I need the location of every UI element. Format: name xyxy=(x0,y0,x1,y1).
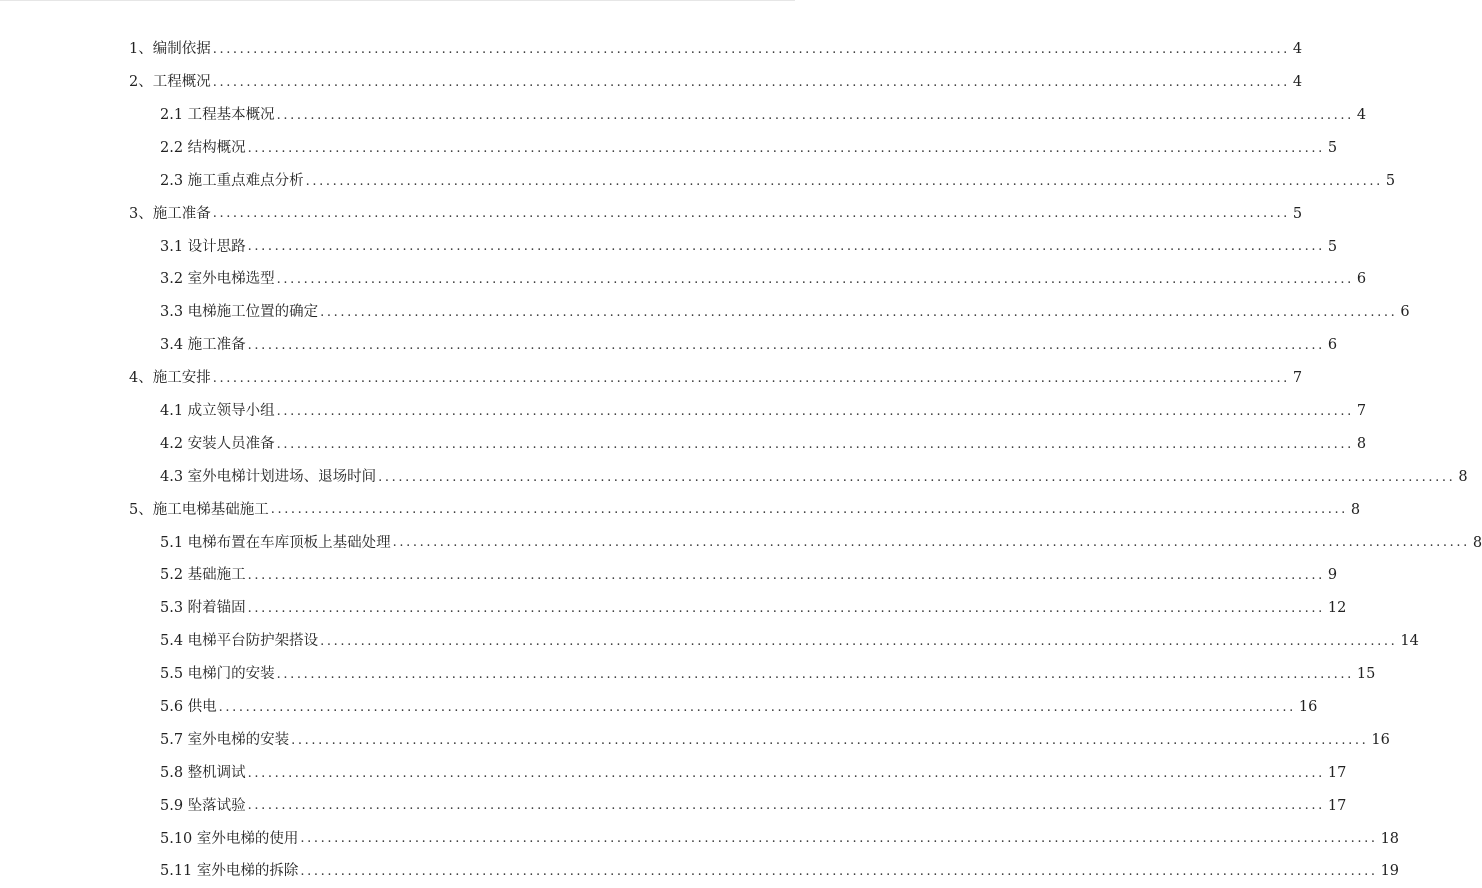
toc-dot-leader: ................................................................................................................................................................ xyxy=(218,699,1296,715)
toc-dot-leader: ................................................................................................................................................................ xyxy=(212,206,1290,222)
toc-entry-5-11[interactable] xyxy=(0,855,1400,888)
toc-page-number: 4 xyxy=(1292,41,1303,58)
toc-page-number: 8 xyxy=(1356,435,1367,452)
toc-page-number: 5 xyxy=(1327,139,1338,156)
toc-page-number: 14 xyxy=(1400,633,1419,650)
toc-entry-2-1[interactable] xyxy=(0,99,1367,132)
toc-entry-title: 5.4 电梯平台防护架搭设 xyxy=(160,633,319,650)
toc-entry-title: 3.1 设计思路 xyxy=(160,238,246,255)
toc-entry-title: 1、编制依据 xyxy=(129,41,211,58)
toc-entry-title: 5.10 室外电梯的使用 xyxy=(160,830,299,847)
toc-entry-5-10[interactable] xyxy=(0,822,1400,855)
toc-dot-leader: ................................................................................................................................................................ xyxy=(276,436,1354,452)
toc-entry-5-2[interactable] xyxy=(0,559,1338,592)
toc-dot-leader: ................................................................................................................................................................ xyxy=(212,41,1290,57)
toc-page-number: 8 xyxy=(1472,534,1482,551)
toc-page-number: 4 xyxy=(1356,106,1367,123)
toc-entry-3-2[interactable] xyxy=(0,263,1367,296)
toc-entry-title: 4.2 安装人员准备 xyxy=(160,435,275,452)
toc-dot-leader: ................................................................................................................................................................ xyxy=(247,568,1325,584)
toc-dot-leader: ................................................................................................................................................................ xyxy=(276,403,1354,419)
toc-dot-leader: ................................................................................................................................................................ xyxy=(247,798,1325,814)
toc-dot-leader: ................................................................................................................................................................ xyxy=(305,173,1383,189)
toc-page-number: 5 xyxy=(1385,172,1396,189)
toc-entry-3-1[interactable] xyxy=(0,230,1338,263)
toc-entry-title: 4、施工安排 xyxy=(129,370,211,387)
toc-dot-leader: ................................................................................................................................................................ xyxy=(320,633,1398,649)
toc-entry-3[interactable] xyxy=(0,197,1303,230)
toc-entry-title: 3.2 室外电梯选型 xyxy=(160,271,275,288)
toc-dot-leader: ................................................................................................................................................................ xyxy=(247,601,1325,617)
toc-entry-5-5[interactable] xyxy=(0,658,1376,691)
toc-dot-leader: ................................................................................................................................................................ xyxy=(392,535,1470,551)
toc-entry-4-1[interactable] xyxy=(0,395,1367,428)
toc-dot-leader: ................................................................................................................................................................ xyxy=(276,107,1354,123)
toc-entry-3-4[interactable] xyxy=(0,329,1338,362)
toc-page-number: 8 xyxy=(1350,501,1361,518)
toc-page-number: 5 xyxy=(1292,205,1303,222)
toc-entry-2-3[interactable] xyxy=(0,165,1396,198)
toc-entry-title: 4.3 室外电梯计划进场、退场时间 xyxy=(160,468,377,485)
toc-page-number: 19 xyxy=(1380,863,1400,880)
toc-entry-title: 3.4 施工准备 xyxy=(160,337,246,354)
toc-entry-title: 2、工程概况 xyxy=(129,74,211,91)
toc-page-number: 18 xyxy=(1380,830,1400,847)
toc-dot-leader: ................................................................................................................................................................ xyxy=(247,765,1325,781)
toc-entry-title: 5.8 整机调试 xyxy=(160,764,246,781)
toc-entry-title: 5、施工电梯基础施工 xyxy=(129,501,269,518)
toc-entry-title: 2.2 结构概况 xyxy=(160,139,246,156)
toc-dot-leader: ................................................................................................................................................................ xyxy=(276,666,1354,682)
toc-dot-leader: ................................................................................................................................................................ xyxy=(276,272,1354,288)
toc-entry-title: 4.1 成立领导小组 xyxy=(160,402,275,419)
toc-page-number: 6 xyxy=(1356,271,1367,288)
toc-dot-leader: ................................................................................................................................................................ xyxy=(270,502,1348,518)
page-top-border xyxy=(0,0,795,1)
toc-dot-leader: ................................................................................................................................................................ xyxy=(320,305,1398,321)
toc-entry-title: 5.1 电梯布置在车库顶板上基础处理 xyxy=(160,534,391,551)
toc-entry-1[interactable] xyxy=(0,33,1303,66)
toc-dot-leader: ................................................................................................................................................................ xyxy=(300,831,1378,847)
toc-entry-title: 5.3 附着锚固 xyxy=(160,600,246,617)
toc-dot-leader: ................................................................................................................................................................ xyxy=(300,864,1378,880)
toc-page-number: 17 xyxy=(1327,764,1347,781)
toc-dot-leader: ................................................................................................................................................................ xyxy=(378,469,1456,485)
toc-dot-leader: ................................................................................................................................................................ xyxy=(291,732,1369,748)
toc-entry-title: 5.7 室外电梯的安装 xyxy=(160,731,290,748)
toc-page-number: 16 xyxy=(1371,731,1390,748)
toc-entry-title: 2.1 工程基本概况 xyxy=(160,106,275,123)
toc-page-number: 6 xyxy=(1327,337,1338,354)
toc-entry-5-7[interactable] xyxy=(0,724,1390,757)
toc-page-number: 17 xyxy=(1327,797,1347,814)
toc-entry-title: 5.11 室外电梯的拆除 xyxy=(160,863,299,880)
toc-entry-5-4[interactable] xyxy=(0,625,1419,658)
toc-entry-4[interactable] xyxy=(0,362,1303,395)
toc-entry-5-1[interactable] xyxy=(0,526,1482,559)
toc-entry-title: 3、施工准备 xyxy=(129,205,211,222)
toc-page-number: 4 xyxy=(1292,74,1303,91)
toc-page-number: 16 xyxy=(1298,699,1318,715)
toc-dot-leader: ................................................................................................................................................................ xyxy=(212,74,1290,90)
toc-entry-5-3[interactable] xyxy=(0,592,1347,625)
toc-dot-leader: ................................................................................................................................................................ xyxy=(247,140,1325,156)
toc-entry-title: 5.6 供电 xyxy=(160,699,217,715)
toc-page-number: 5 xyxy=(1327,238,1338,255)
toc-page-number: 7 xyxy=(1356,402,1367,419)
toc-entry-2-2[interactable] xyxy=(0,132,1338,165)
toc-page-number: 6 xyxy=(1400,304,1410,321)
toc-entry-5-9[interactable] xyxy=(0,789,1347,822)
toc-dot-leader: ................................................................................................................................................................ xyxy=(247,239,1325,255)
toc-entry-title: 3.3 电梯施工位置的确定 xyxy=(160,304,319,321)
toc-dot-leader: ................................................................................................................................................................ xyxy=(247,337,1325,353)
toc-page-number: 8 xyxy=(1458,468,1468,485)
table-of-contents xyxy=(0,33,1482,888)
toc-entry-5-6[interactable] xyxy=(0,691,1318,724)
toc-entry-title: 2.3 施工重点难点分析 xyxy=(160,172,304,189)
toc-dot-leader: ................................................................................................................................................................ xyxy=(212,370,1290,386)
toc-entry-4-2[interactable] xyxy=(0,428,1367,461)
toc-entry-5-8[interactable] xyxy=(0,757,1347,790)
toc-page-number: 15 xyxy=(1356,666,1376,683)
toc-page-number: 12 xyxy=(1327,600,1347,617)
toc-entry-title: 5.9 坠落试验 xyxy=(160,797,246,814)
toc-entry-3-3[interactable] xyxy=(0,296,1410,329)
toc-entry-title: 5.2 基础施工 xyxy=(160,567,246,584)
toc-entry-4-3[interactable] xyxy=(0,461,1468,494)
toc-page-number: 9 xyxy=(1327,567,1338,584)
toc-entry-title: 5.5 电梯门的安装 xyxy=(160,666,275,683)
toc-entry-2[interactable] xyxy=(0,66,1303,99)
toc-page-number: 7 xyxy=(1292,370,1303,387)
toc-entry-5[interactable] xyxy=(0,493,1361,526)
